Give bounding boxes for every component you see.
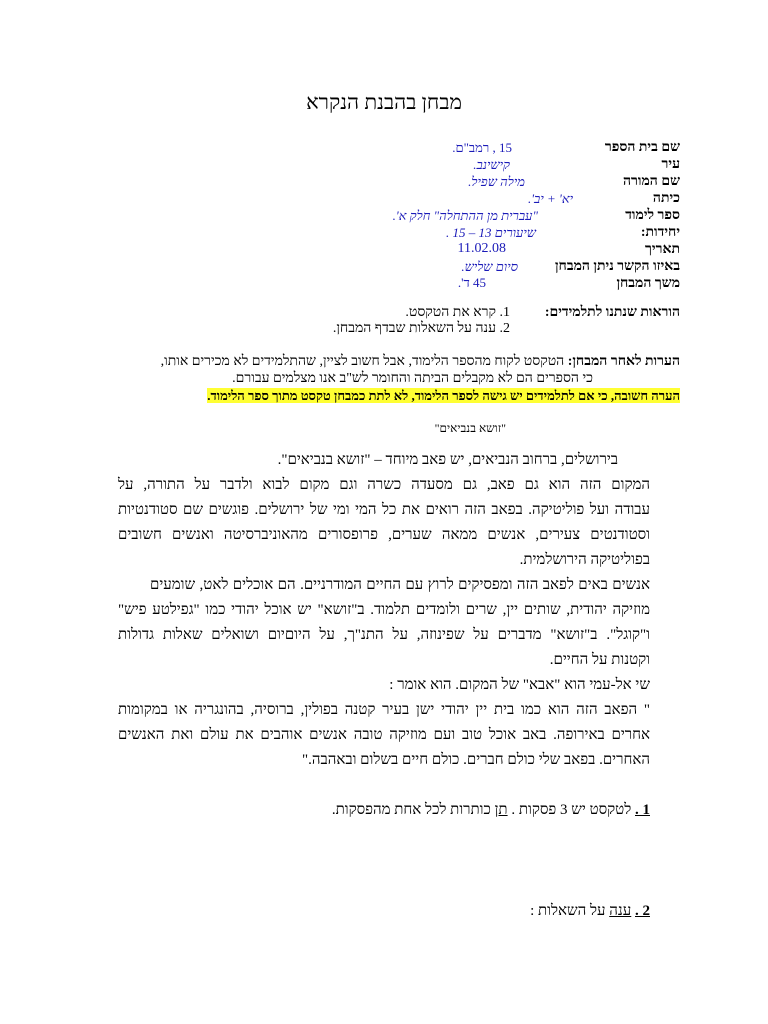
question-2-verb: ענה [609, 903, 632, 919]
detail-value-city: קישינב. [473, 157, 510, 172]
detail-value-context: סיום שליש. [461, 259, 518, 274]
question-2-post: על השאלות : [530, 903, 606, 919]
detail-label-class: כיתה [652, 191, 680, 206]
detail-label-teacher: שם המורה [622, 174, 680, 189]
detail-value-textbook: "עברית מן ההתחלה" חלק א'. [392, 208, 538, 223]
paragraph-3-line-3: ו"קוגל". ב"זושא" מדברים על שפינוזה, על התנ"ך, על היוםיום ושואלים שאלות גדולות [118, 627, 650, 643]
instructions-label: הוראות שנתנו לתלמידים: [544, 305, 680, 320]
notes-label: הערות לאחר המבחן: [567, 354, 680, 369]
paragraph-5-line-3: האחרים. בפאב שלי כולם חברים. כולם חיים בשלום ובאהבה." [301, 752, 650, 768]
paragraph-5-line-1: " הפאב הזה הוא כמו בית יין יהודי ישן בעיר קטנה בפולין, ברוסיה, בהונגריה או במקומות [118, 702, 650, 718]
detail-label-context: באיזו הקשר ניתן המבחן [554, 259, 680, 274]
notes-line-2: כי הספרים הם לא מקבלים הביתה והחומר לש"ב אנו מצלמים עבורם. [232, 371, 593, 386]
paragraph-2-line-4: בפוליטיקה הירושלמית. [519, 552, 650, 568]
question-1-verb: תן [494, 802, 508, 818]
detail-label-city: עיר [661, 157, 680, 172]
question-1-number: 1 . [635, 802, 650, 818]
paragraph-3-line-2: מוזיקה יהודית, שותים יין, שרים ולומדים תלמוד. ב"זושא" יש אוכל יהודי כמו "גפילטע פיש" [118, 602, 650, 618]
notes-highlight-line [207, 388, 680, 404]
paragraph-3-line-1: אנשים באים לפאב הזה ומפסיקים לרוץ עם החיים המודרניים. הם אוכלים לאט, שומעים [150, 577, 650, 593]
detail-value-date: 11.02.08 [457, 241, 506, 256]
notes-text-1: הטקסט לקוח מהספר הלימוד, אבל חשוב לציין, שהתלמידים לא מכירים אותו, [160, 354, 565, 369]
question-1 [332, 802, 650, 819]
detail-label-textbook: ספר לימוד [625, 208, 680, 223]
paragraph-2-line-2: עבודה ועל פוליטיקה. בפאב הזה רואים את כל המי ומי של ירושלים. פוגשים שם סטודנטיות [118, 502, 650, 518]
paragraph-2-line-3: וסטודנטים צעירים, אנשים ממאה שערים, פרופסורים מהאוניברסיטה ואנשים חשובים [118, 527, 650, 543]
detail-value-school: 15 , רמב"ם. [452, 140, 512, 155]
question-1-pre: לטקסט יש 3 פסקות . [511, 802, 632, 818]
paragraph-4: שי אל-עמי הוא "אבא" של המקום. הוא אומר : [389, 677, 650, 693]
question-2-number: 2 . [635, 903, 650, 919]
detail-value-duration: 45 ד'. [457, 275, 486, 290]
detail-value-class: יא' + יב'. [528, 191, 573, 206]
paragraph-1: בירושלים, ברחוב הנביאים, יש פאב מיוחד – "זושא בנביאים". [277, 452, 618, 468]
question-1-post: כותרות לכל אחת מהפסקות. [331, 802, 491, 818]
paragraph-5-line-2: אחרים באירופה. באב אוכל טוב ועם מוזיקה טובה אנשים אוהבים את עולם ואת האנשים [118, 727, 650, 743]
text-title: "זושא בנביאים" [434, 421, 506, 435]
paragraph-3-line-4: וקטנות על החיים. [549, 652, 650, 668]
paragraph-2-line-1: המקום הזה הוא גם פאב, גם מסעדה כשרה וגם מקום לבוא ולדבר על התורה, על [118, 477, 650, 493]
detail-value-teacher: מילה שפיל. [468, 174, 525, 189]
detail-value-units: שיעורים 13 – 15 . [446, 225, 536, 240]
detail-label-school: שם בית הספר [604, 140, 680, 155]
question-2 [530, 903, 650, 920]
detail-label-units: יחידות: [640, 225, 680, 240]
instruction-item-1: 1. קרא את הטקסט. [405, 305, 510, 320]
instruction-item-2: 2. ענה על השאלות שבדף המבחן. [332, 321, 510, 336]
page-title: מבחן בהבנת הנקרא [306, 90, 462, 114]
notes-line-1 [161, 354, 680, 370]
important-note-highlight: הערה חשובה, כי אם לתלמידים יש גישה לספר הלימוד, לא לתת כמבחן טקסט מתוך ספר הלימוד. [207, 388, 680, 403]
detail-label-date: תאריך [645, 242, 680, 257]
detail-label-duration: משך המבחן [616, 276, 680, 291]
